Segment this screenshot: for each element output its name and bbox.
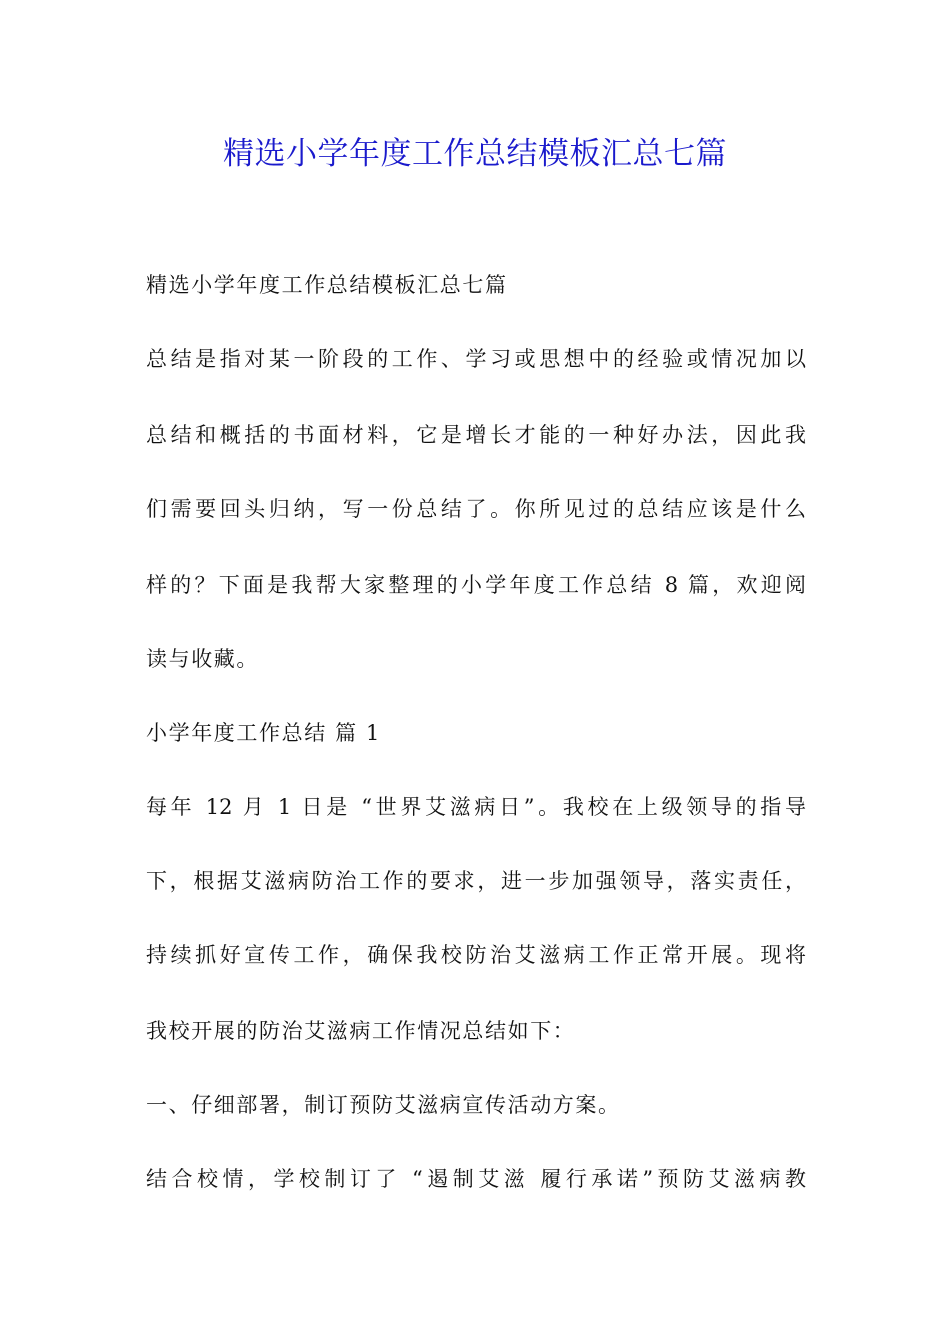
section-line: 每年 12 月 1 日是 “世界艾滋病日”。我校在上级领导的指导: [146, 795, 806, 819]
section-line: 持续抓好宣传工作，确保我校防治艾滋病工作正常开展。现将: [146, 943, 806, 967]
intro-line: 读与收藏。: [146, 647, 259, 671]
intro-line: 总结是指对某一阶段的工作、学习或思想中的经验或情况加以: [146, 347, 806, 371]
section-line: 下，根据艾滋病防治工作的要求，进一步加强领导，落实责任，: [146, 869, 806, 893]
intro-line: 总结和概括的书面材料，它是增长才能的一种好办法，因此我: [146, 423, 806, 447]
point-heading: 一、仔细部署，制订预防艾滋病宣传活动方案。: [146, 1093, 621, 1117]
point-line: 结合校情，学校制订了 “遏制艾滋 履行承诺”预防艾滋病教: [146, 1167, 806, 1191]
intro-line: 们需要回头归纳，写一份总结了。你所见过的总结应该是什么: [146, 497, 806, 521]
document-subtitle: 精选小学年度工作总结模板汇总七篇: [146, 273, 508, 297]
document-title: 精选小学年度工作总结模板汇总七篇: [223, 136, 727, 172]
intro-line: 样的？下面是我帮大家整理的小学年度工作总结 8 篇，欢迎阅: [146, 573, 806, 597]
section-heading: 小学年度工作总结 篇 1: [146, 721, 381, 745]
section-line: 我校开展的防治艾滋病工作情况总结如下：: [146, 1019, 576, 1043]
